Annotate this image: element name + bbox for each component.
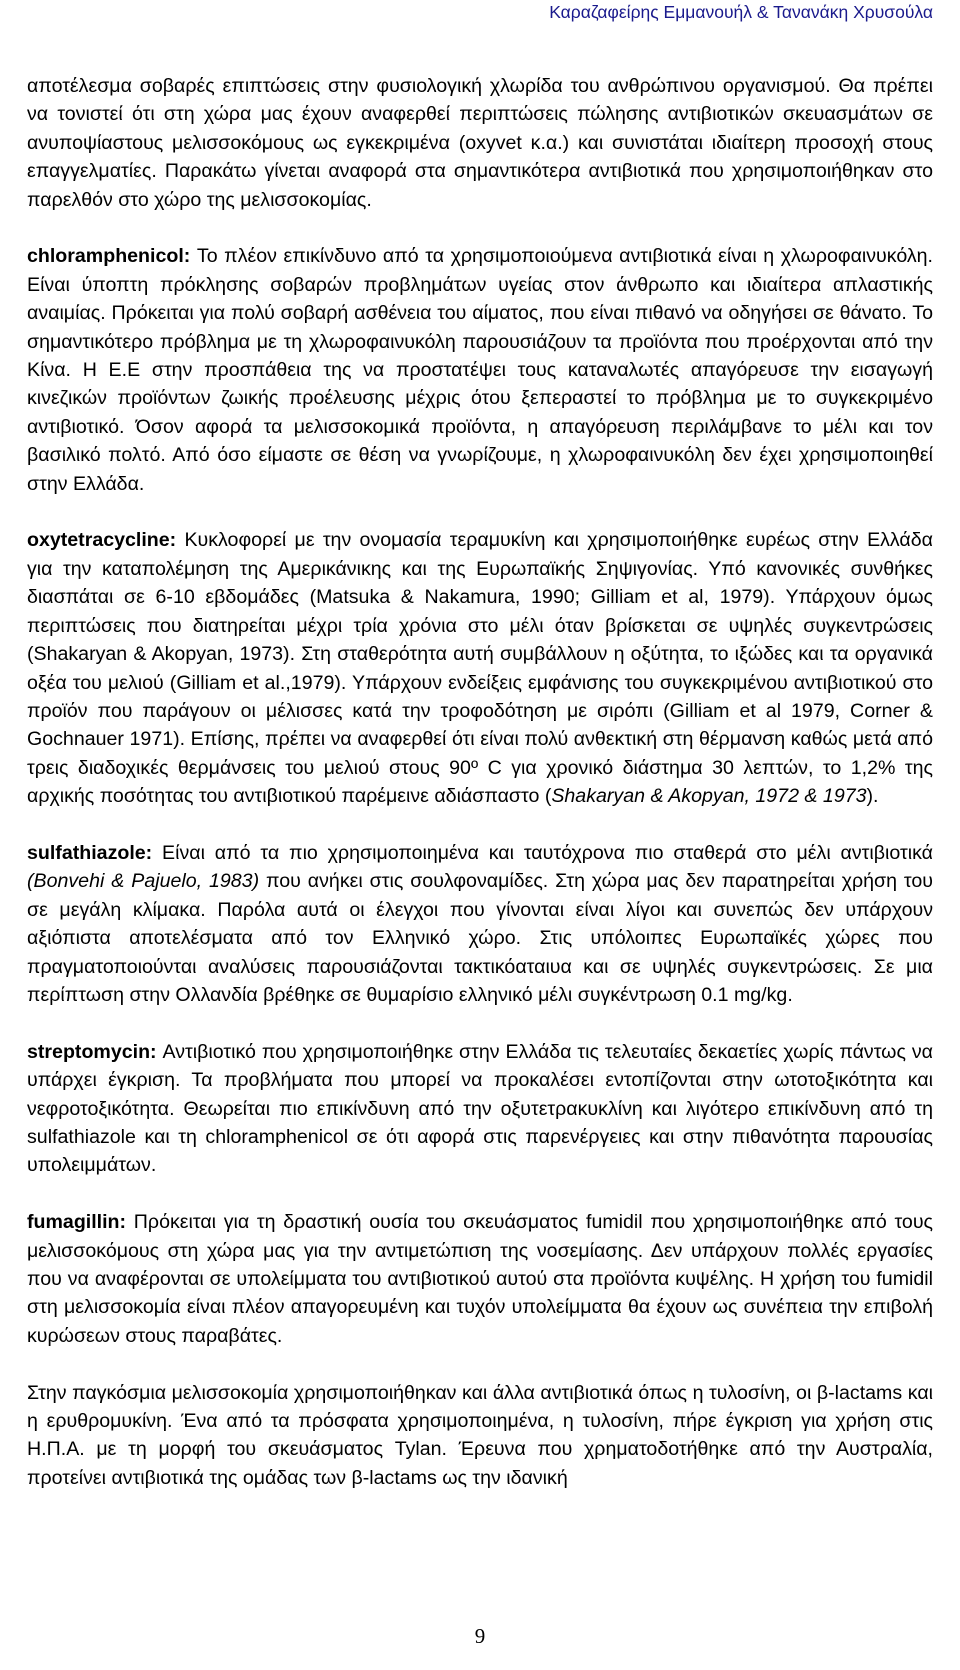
paragraph-intro	[27, 72, 933, 214]
paragraph-fumagillin	[27, 1208, 933, 1350]
term-sulfathiazole: sulfathiazole:	[27, 841, 153, 864]
paragraph-text: Κυκλοφορεί με την ονομασία τεραμυκίνη και χρησιμοποιήθηκε ευρέως στην Ελλάδα για την καταπολέμηση της Αμερικάνικης και της Ευρωπαϊκής Σηψιγονίας. Υπό κανονικές συνθήκες διασπάται σε 6-10 εβδομάδες (Matsuka & Nakamura, 1990; Gilliam et al, 1979). Υπάρχουν όμως περιπτώσεις που διατηρείται μέχρι τρία χρόνια στο μέλι όταν βρίσκεται σε υψηλές συγκεντρώσεις (Shakaryan & Akopyan, 1973). Στη σταθερότητα αυτή συμβάλλουν η οξύτητα, το ιξώδες και τα οργανικά οξέα του μελιού (Gilliam et al.,1979). Υπάρχουν ενδείξεις εμφάνισης του συγκεκριμένου αντιβιοτικού στο προϊόν που παράγουν οι μέλισσες κατά την τροφοδότηση με σιρόπι (Gilliam et al 1979, Corner & Gochnauer 1971). Επίσης, πρέπει να αναφερθεί ότι είναι πολύ ανθεκτική στη θέρμανση καθώς μετά από τρεις διαδοχικές θερμάνσεις του μελιού στους 90º C για χρονικό διάστημα 30 λεπτών, το 1,2% της αρχικής ποσότητας του αντιβιοτικού παρέμεινε αδιάσπαστο (	[27, 529, 933, 808]
paragraph-other-antibiotics	[27, 1379, 933, 1493]
citation-italic: (Bonvehi & Pajuelo, 1983)	[27, 870, 260, 893]
paragraph-sulfathiazole	[27, 839, 933, 1009]
term-oxytetracycline: oxytetracycline:	[27, 529, 177, 552]
paragraph-oxytetracycline	[27, 526, 933, 810]
term-fumagillin: fumagillin:	[27, 1211, 127, 1234]
page-body	[27, 72, 933, 1492]
paragraph-text: Είναι από τα πιο χρησιμοποιημένα και ταυτόχρονα πιο σταθερά στο μέλι αντιβιοτικά	[152, 841, 933, 864]
paragraph-text: Στην παγκόσμια μελισσοκομία χρησιμοποιήθηκαν και άλλα αντιβιοτικά όπως η τυλοσίνη, οι β-lactams και η ερυθρομυκίνη. Ένα από τα πρόσφατα χρησιμοποιημένα, η τυλοσίνη, πήρε έγκριση για χρήση στις Η.Π.Α. με τη μορφή του σκευάσματος Tylan. Έρευνα που χρηματοδοτήθηκε από την Αυστραλία, προτείνει αντιβιοτικά της ομάδας των β-lactams ως την ιδανική	[27, 1381, 933, 1489]
citation-italic: Shakaryan & Akopyan, 1972 & 1973	[551, 785, 867, 808]
paragraph-text: Πρόκειται για τη δραστική ουσία του σκευάσματος fumidil που χρησιμοποιήθηκε από τους μελισσοκόμους στη χώρα μας για την αντιμετώπιση της νοσεμίασης. Δεν υπάρχουν πολλές εργασίες που να αναφέρονται σε υπολείμματα του αντιβιοτικού αυτού στα προϊόντα κυψέλης. Η χρήση του fumidil στη μελισσοκομία είναι πλέον απαγορευμένη και τυχόν υπολείμματα θα έχουν ως συνέπεια την επιβολή κυρώσεων στους παραβάτες.	[27, 1211, 933, 1347]
paragraph-text: αποτέλεσμα σοβαρές επιπτώσεις στην φυσιολογική χλωρίδα του ανθρώπινου οργανισμού. Θα πρέπει να τονιστεί ότι στη χώρα μας έχουν αναφερθεί περιπτώσεις πώλησης αντιβιοτικών σκευασμάτων σε ανυποψίαστους μελισσοκόμους ως εγκεκριμένα (oxyvet κ.α.) και συνιστάται ιδιαίτερη προσοχή στους επαγγελματίες. Παρακάτω γίνεται αναφορά στα σημαντικότερα αντιβιοτικά που χρησιμοποιήθηκαν στο παρελθόν στο χώρο της μελισσοκομίας.	[27, 75, 933, 211]
paragraph-text: Αντιβιοτικό που χρησιμοποιήθηκε στην Ελλάδα τις τελευταίες δεκαετίες χωρίς πάντως να υπάρχει έγκριση. Τα προβλήματα που μπορεί να προκαλέσει εντοπίζονται στην ωτοτοξικότητα και νεφροτοξικότητα. Θεωρείται πιο επικίνδυνη από την οξυτετρακυκλίνη και λιγότερο επικίνδυνη από τη sulfathiazole και τη chloramphenicol σε ότι αφορά στις παρενέργειες και στην πιθανότητα παρουσίας υπολειμμάτων.	[27, 1040, 933, 1177]
paragraph-text: που ανήκει στις σουλφοναμίδες. Στη χώρα μας δεν παρατηρείται χρήση του σε μεγάλη κλίμακα. Παρόλα αυτά οι έλεγχοι που γίνονται είναι λίγοι και συνεπώς δεν υπάρχουν αξιόπιστα αποτελέσματα από τον Ελληνικό χώρο. Στις υπόλοιπες Ευρωπαϊκές χώρες που πραγματοποιούνται αναλύσεις παρουσιάζονται τακτικόαταιυα και σε υψηλές συγκεντρώσεις. Σε μια περίπτωση στην Ολλανδία βρέθηκε σε θυμαρίσιο ελληνικό μέλι συγκέντρωση 0.1 mg/kg.	[27, 870, 934, 1006]
paragraph-chloramphenicol	[27, 242, 933, 498]
paragraph-streptomycin	[27, 1038, 933, 1180]
term-streptomycin: streptomycin:	[27, 1040, 157, 1063]
paragraph-text: ).	[866, 785, 879, 808]
term-chloramphenicol: chloramphenicol:	[27, 245, 191, 268]
paragraph-text: Το πλέον επικίνδυνο από τα χρησιμοποιούμενα αντιβιοτικά είναι η χλωροφαινυκόλη. Είναι ύποπτη πρόκλησης σοβαρών προβλημάτων υγείας στον άνθρωπο και ιδιαίτερα απλαστικής αναιμίας. Πρόκειται για πολύ σοβαρή ασθένεια του αίματος, που είναι πιθανό να οδηγήσει σε θάνατο. Το σημαντικότερο πρόβλημα με τη χλωροφαινυκόλη παρουσιάζουν τα προϊόντα που προέρχονται από την Κίνα. Η Ε.Ε στην προσπάθεια της να προστατέψει τους καταναλωτές απαγόρευσε την εισαγωγή κινεζικών προϊόντων ζωικής προέλευσης μέχρις ότου ξεπεραστεί το πρόβλημα με το συγκεκριμένο αντιβιοτικό. Όσον αφορά τα μελισσοκομικά προϊόντα, η απαγόρευση περιλάμβανε το μέλι και τον βασιλικό πολτό. Από όσο είμαστε σε θέση να γνωρίζουμε, η χλωροφαινυκόλη δεν έχει χρησιμοποιηθεί στην Ελλάδα.	[27, 245, 933, 495]
running-header: Καραζαφείρης Εμμανουήλ & Τανανάκη Χρυσούλα	[549, 2, 933, 22]
page-number: 9	[474, 1624, 486, 1648]
